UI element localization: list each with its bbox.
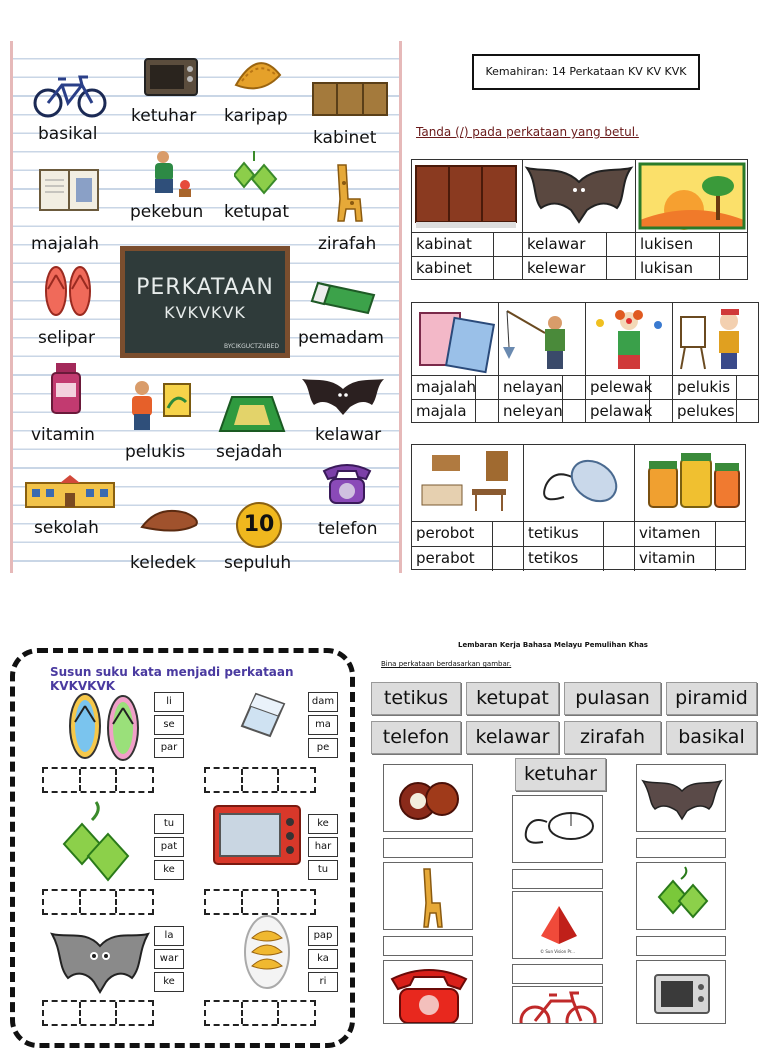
tick-box[interactable] bbox=[493, 547, 524, 571]
option-cell: neleyan bbox=[499, 400, 563, 423]
fisherman-picture bbox=[499, 303, 586, 375]
answer-box[interactable] bbox=[636, 936, 726, 956]
word-ketuhar: ketuhar bbox=[131, 106, 197, 126]
cabinet-picture bbox=[412, 160, 523, 232]
word-sepuluh: sepuluh bbox=[224, 553, 292, 573]
tick-row bbox=[412, 256, 747, 280]
option-cell: lukisan bbox=[636, 257, 720, 280]
answer-blank[interactable] bbox=[204, 767, 316, 793]
tick-row bbox=[412, 375, 758, 399]
option-cell: perabot bbox=[412, 547, 493, 571]
vitamin-bottles-picture bbox=[635, 445, 747, 521]
prayer-mat-icon bbox=[218, 393, 286, 435]
word-bank-tile[interactable]: kelawar bbox=[466, 721, 559, 754]
ketupat-picture bbox=[636, 862, 726, 930]
tick-row bbox=[412, 546, 745, 571]
word-kelawar: kelawar bbox=[315, 425, 382, 445]
telephone-picture bbox=[383, 960, 473, 1024]
option-cell: kelewar bbox=[523, 257, 607, 280]
option-cell: pelukes bbox=[673, 400, 737, 423]
tick-box[interactable] bbox=[650, 376, 673, 399]
answer-blank[interactable] bbox=[42, 1000, 154, 1026]
bat-picture bbox=[636, 764, 726, 832]
word-basikal: basikal bbox=[38, 124, 98, 144]
word-bank-tile[interactable]: ketupat bbox=[466, 682, 559, 715]
worksheet-header: Lembaran Kerja Bahasa Melayu Pemulihan Khas bbox=[458, 641, 648, 649]
sandals-icon bbox=[44, 265, 92, 317]
tick-row bbox=[412, 232, 747, 256]
board-title: PERKATAAN bbox=[136, 275, 274, 300]
picture-credit: © Sun Vision Pr... bbox=[540, 949, 575, 954]
option-cell: majalah bbox=[412, 376, 476, 399]
tick-box[interactable] bbox=[650, 400, 673, 423]
word-sejadah: sejadah bbox=[216, 442, 283, 462]
syllable-tile[interactable]: ka bbox=[308, 949, 338, 969]
tick-box[interactable] bbox=[720, 233, 749, 256]
word-karipap: karipap bbox=[224, 106, 288, 126]
word-list-panel bbox=[10, 41, 402, 573]
tick-box[interactable] bbox=[494, 257, 523, 280]
tick-box[interactable] bbox=[476, 400, 499, 423]
word-vitamin: vitamin bbox=[31, 425, 95, 445]
bat-icon bbox=[50, 926, 150, 996]
tick-box[interactable] bbox=[716, 547, 747, 571]
mouse-picture bbox=[512, 795, 603, 863]
tick-box[interactable] bbox=[604, 522, 635, 546]
bat-icon bbox=[300, 375, 386, 419]
telephone-icon bbox=[320, 459, 374, 507]
tick-box[interactable] bbox=[607, 233, 636, 256]
tick-table-1 bbox=[411, 159, 748, 280]
word-kabinet: kabinet bbox=[313, 128, 377, 148]
tick-table-2 bbox=[411, 302, 759, 423]
tick-table-3 bbox=[411, 444, 746, 570]
oven-icon bbox=[212, 804, 302, 868]
word-pemadam: pemadam bbox=[298, 328, 384, 348]
option-cell: vitamen bbox=[635, 522, 716, 546]
rambutan-picture bbox=[383, 764, 473, 832]
syllable-tile[interactable]: li bbox=[154, 692, 184, 712]
word-pelukis: pelukis bbox=[125, 442, 186, 462]
syllable-tile[interactable]: pat bbox=[154, 837, 184, 857]
oven-picture bbox=[636, 960, 726, 1024]
painter-icon bbox=[124, 378, 194, 434]
worksheet-instruction: Bina perkataan berdasarkan gambar. bbox=[381, 660, 512, 668]
option-cell: lukisen bbox=[636, 233, 720, 256]
syllable-tile[interactable]: dam bbox=[308, 692, 338, 712]
syllable-tile[interactable]: la bbox=[154, 926, 184, 946]
option-cell: pelawak bbox=[586, 400, 650, 423]
cabinet-icon bbox=[311, 81, 389, 117]
magazine-icon bbox=[38, 166, 100, 214]
word-sekolah: sekolah bbox=[34, 518, 99, 538]
word-telefon: telefon bbox=[318, 519, 378, 539]
flip-flops-icon bbox=[65, 690, 145, 762]
syllable-tile[interactable]: par bbox=[154, 738, 184, 758]
option-cell: tetikos bbox=[524, 547, 604, 571]
answer-box[interactable] bbox=[512, 869, 603, 889]
sweet-potato-icon bbox=[138, 505, 202, 537]
syllable-tile[interactable]: tu bbox=[154, 814, 184, 834]
tick-box[interactable] bbox=[604, 547, 635, 571]
skill-title-box: Kemahiran: 14 Perkataan KV KV KVK bbox=[472, 54, 700, 90]
clown-picture bbox=[586, 303, 673, 375]
word-bank-tile[interactable]: ketuhar bbox=[515, 758, 606, 791]
board-credit: BYCIKGUCTZUBED bbox=[224, 343, 279, 350]
curry-puff-plate-icon bbox=[242, 914, 292, 990]
syllable-tile[interactable]: ma bbox=[308, 715, 338, 735]
word-majalah: majalah bbox=[31, 234, 100, 254]
tick-box[interactable] bbox=[563, 376, 586, 399]
eraser-icon bbox=[308, 277, 378, 317]
magazine-picture bbox=[412, 303, 499, 375]
bat-picture bbox=[523, 160, 636, 232]
tick-box[interactable] bbox=[476, 376, 499, 399]
giraffe-icon bbox=[330, 159, 370, 225]
gardener-icon bbox=[143, 149, 197, 199]
pyramid-picture bbox=[512, 891, 603, 959]
vitamin-bottle-icon bbox=[50, 361, 86, 419]
option-cell: kelawar bbox=[523, 233, 607, 256]
syllable-tile[interactable]: pe bbox=[308, 738, 338, 758]
furniture-picture bbox=[412, 445, 524, 521]
answer-blank[interactable] bbox=[42, 767, 154, 793]
landscape-painting-picture bbox=[636, 160, 749, 232]
word-pekebun: pekebun bbox=[130, 202, 204, 222]
answer-box[interactable] bbox=[512, 964, 603, 984]
syllable-panel bbox=[10, 648, 355, 1024]
tick-box[interactable] bbox=[493, 522, 524, 546]
tick-box[interactable] bbox=[563, 400, 586, 423]
bicycle-icon bbox=[32, 71, 108, 119]
word-bank-tile[interactable]: pulasan bbox=[564, 682, 661, 715]
syllable-tile[interactable]: ke bbox=[308, 814, 338, 834]
syllable-tile[interactable]: pap bbox=[308, 926, 338, 946]
syllable-tile[interactable]: war bbox=[154, 949, 184, 969]
word-bank-tile[interactable]: tetikus bbox=[371, 682, 461, 715]
word-bank-tile[interactable]: piramid bbox=[666, 682, 757, 715]
answer-box[interactable] bbox=[383, 838, 473, 858]
syllable-tile[interactable]: ke bbox=[154, 860, 184, 880]
answer-blank[interactable] bbox=[204, 889, 316, 915]
tick-box[interactable] bbox=[607, 257, 636, 280]
answer-box[interactable] bbox=[636, 838, 726, 858]
word-zirafah: zirafah bbox=[318, 234, 377, 254]
tick-box[interactable] bbox=[494, 233, 523, 256]
school-building-icon bbox=[24, 473, 116, 509]
tick-instruction: Tanda (/) pada perkataan yang betul. bbox=[416, 125, 639, 139]
tick-box[interactable] bbox=[737, 400, 760, 423]
answer-blank[interactable] bbox=[42, 889, 154, 915]
option-cell: nelayan bbox=[499, 376, 563, 399]
chalkboard bbox=[120, 246, 290, 358]
board-subtitle: KVKVKVK bbox=[164, 303, 246, 322]
ketupat-icon bbox=[234, 147, 280, 203]
option-cell: pelewak bbox=[586, 376, 650, 399]
option-cell: vitamin bbox=[635, 547, 716, 571]
word-bank-tile[interactable]: basikal bbox=[666, 721, 757, 754]
syllable-tile[interactable]: se bbox=[154, 715, 184, 735]
answer-box[interactable] bbox=[383, 936, 473, 956]
oven-icon bbox=[143, 57, 199, 97]
answer-blank[interactable] bbox=[204, 1000, 316, 1026]
tick-row bbox=[412, 399, 758, 423]
bicycle-picture bbox=[512, 986, 603, 1024]
painter-picture bbox=[673, 303, 760, 375]
ketupat-icon bbox=[62, 800, 132, 888]
syllable-tile[interactable]: ke bbox=[154, 972, 184, 992]
tick-box[interactable] bbox=[720, 257, 749, 280]
word-ketupat: ketupat bbox=[224, 202, 290, 222]
syllable-tile[interactable]: ri bbox=[308, 972, 338, 992]
number-ten-label: 10 bbox=[243, 512, 275, 537]
option-cell: pelukis bbox=[673, 376, 737, 399]
option-cell: tetikus bbox=[524, 522, 604, 546]
tick-box[interactable] bbox=[716, 522, 747, 546]
option-cell: kabinat bbox=[412, 233, 494, 256]
syllable-tile[interactable]: tu bbox=[308, 860, 338, 880]
tick-box[interactable] bbox=[737, 376, 760, 399]
word-keledek: keledek bbox=[130, 553, 196, 573]
option-cell: majala bbox=[412, 400, 476, 423]
curry-puff-icon bbox=[232, 55, 284, 97]
syllable-tile[interactable]: har bbox=[308, 837, 338, 857]
option-cell: kabinet bbox=[412, 257, 494, 280]
syllable-title: Susun suku kata menjadi perkataan KVKVKVK bbox=[50, 665, 294, 693]
computer-mouse-picture bbox=[524, 445, 635, 521]
tick-row bbox=[412, 521, 745, 546]
eraser-icon bbox=[238, 690, 288, 740]
giraffe-picture bbox=[383, 862, 473, 930]
word-bank-tile[interactable]: zirafah bbox=[564, 721, 661, 754]
word-bank-tile[interactable]: telefon bbox=[371, 721, 461, 754]
option-cell: perobot bbox=[412, 522, 493, 546]
word-selipar: selipar bbox=[38, 328, 95, 348]
